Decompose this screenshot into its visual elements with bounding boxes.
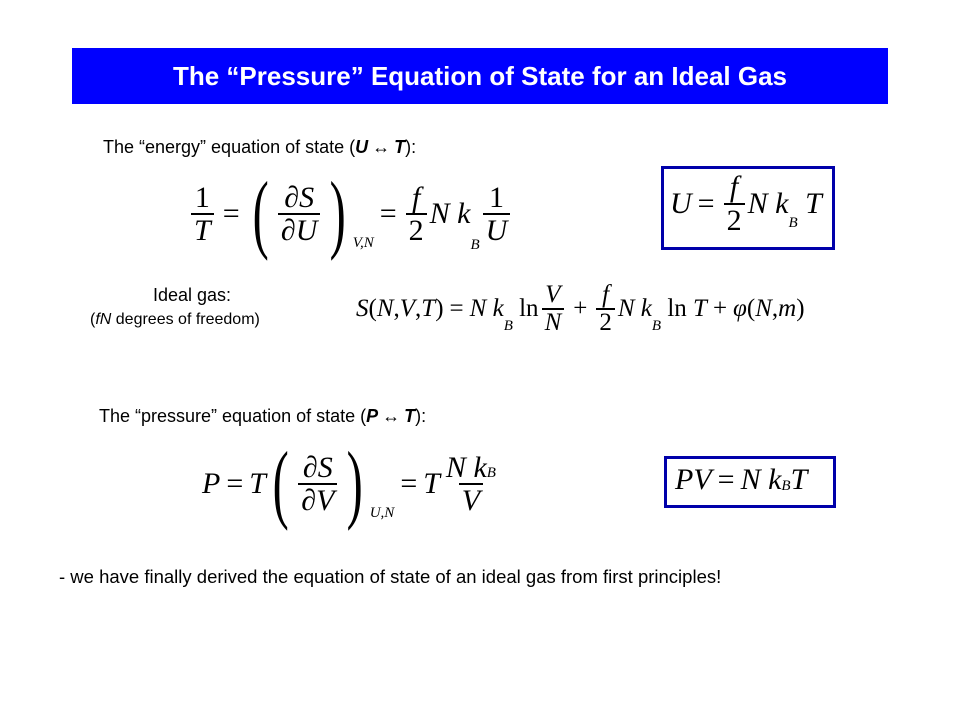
pressure-derivative-equation: P = T ( $\frac{\partial S}{\partial V}$ ) U,N = T $\frac{\text{N kB}}{V}$: [202, 435, 496, 532]
energy-eos-var-t: T: [394, 137, 406, 157]
pressure-eos-var-t: T: [404, 406, 416, 426]
ideal-gas-label: Ideal gas:: [153, 285, 232, 305]
page-title: The “Pressure” Equation of State for an Ideal Gas: [172, 60, 788, 91]
pressure-eos-var-p: P: [366, 406, 379, 426]
note-var-fn: fN: [95, 311, 112, 328]
double-arrow-icon: ↔: [372, 137, 391, 157]
internal-energy-equation: U = $\frac{f}{2}$ N k B T: [670, 170, 822, 237]
note-prefix: (: [90, 311, 96, 328]
energy-eos-label-suffix: ):: [405, 137, 417, 157]
degrees-of-freedom-note: [90, 311, 260, 329]
entropy-equation: S ( N , V , T ) = N k B ln $\frac{V}{N}$ + $\frac{f}{2}$ N k B ln T + φ ( N , m ): [356, 281, 805, 337]
pressure-eos-label: [99, 406, 426, 427]
internal-energy-box: [661, 166, 835, 250]
energy-eos-label-prefix: The “energy” equation of state (: [103, 137, 356, 157]
conclusion-text: - we have finally derived the equation of state of an ideal gas from first principles!: [59, 566, 722, 587]
double-arrow-icon: ↔: [382, 406, 401, 426]
note-suffix: degrees of freedom): [111, 311, 260, 328]
title-bar: [72, 48, 888, 104]
pressure-eos-label-prefix: The “pressure” equation of state (: [99, 406, 367, 426]
ideal-gas-law-box: [664, 456, 836, 508]
energy-eos-var-u: U: [355, 137, 369, 157]
ideal-gas-law-equation: PV = N k B T: [675, 463, 808, 496]
energy-derivative-equation: $\frac{1}{T}$ = ( $\frac{\partial S}{\partial U}$ ) V,N = $\frac{f}{2}$ N k B $\frac{1}{U}$: [188, 170, 513, 258]
pressure-eos-label-suffix: ):: [415, 406, 427, 426]
energy-eos-label: [103, 137, 416, 158]
